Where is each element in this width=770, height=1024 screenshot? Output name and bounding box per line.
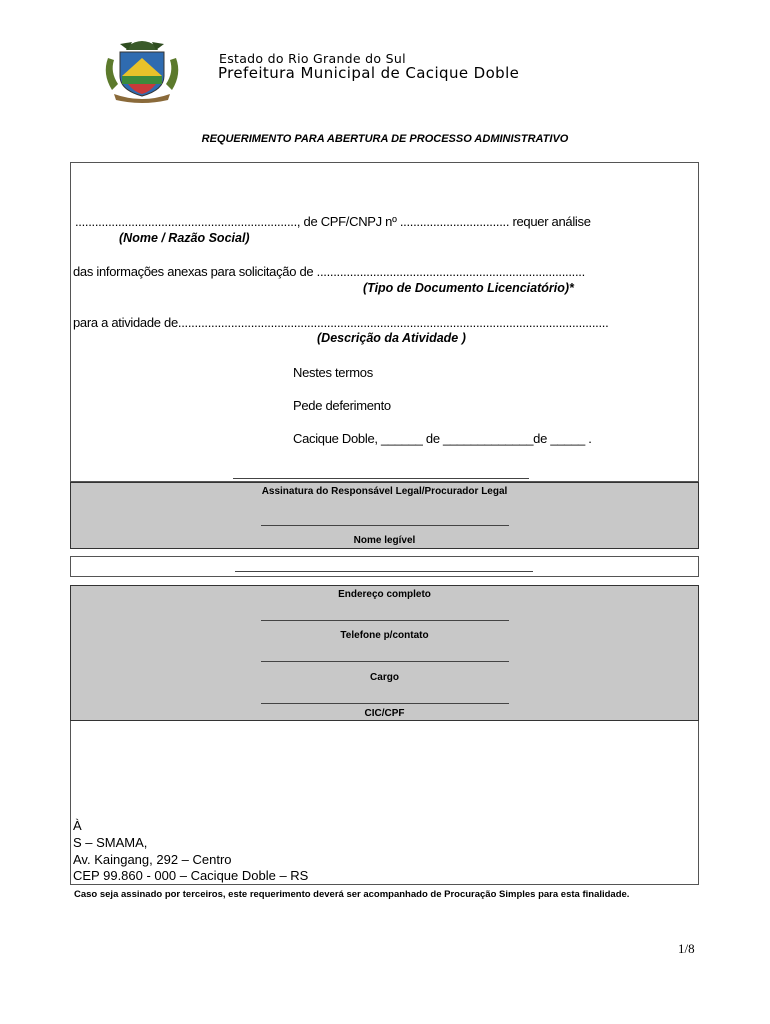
phone-line[interactable]	[261, 661, 509, 662]
blank-field-box	[70, 556, 699, 577]
legible-name-label: Nome legível	[353, 535, 416, 546]
name-line[interactable]	[261, 525, 509, 526]
signature-band	[70, 482, 699, 549]
date-line[interactable]: Cacique Doble, ______ de _____________de _____ .	[293, 431, 592, 446]
signature-line[interactable]	[233, 478, 529, 479]
blank-field-line[interactable]	[235, 571, 533, 572]
document-type-line[interactable]: das informações anexas para solicitação de .................................................................................	[73, 264, 585, 279]
state-name: Estado do Rio Grande do Sul	[219, 51, 406, 66]
page-title: REQUERIMENTO PARA ABERTURA DE PROCESSO ADMINISTRATIVO	[201, 133, 569, 145]
name-cpf-line[interactable]: ..................................................................., de CPF/CNPJ nº ................................. requer análise	[75, 214, 591, 229]
role-label: Cargo	[370, 672, 399, 683]
cpf-label: CIC/CPF	[364, 708, 405, 719]
municipal-coat-of-arms-icon	[98, 34, 186, 104]
footnote: Caso seja assinado por terceiros, este requerimento deverá ser acompanhado de Procuração Simples para esta finalidade.	[74, 889, 630, 900]
prefecture-name: Prefeitura Municipal de Cacique Doble	[218, 64, 520, 82]
request-text: Pede deferimento	[293, 398, 391, 413]
activity-label: (Descrição da Atividade )	[317, 331, 466, 345]
contact-band	[70, 585, 699, 721]
terms-text: Nestes termos	[293, 365, 373, 380]
address-line[interactable]	[261, 620, 509, 621]
recipient-line-4: CEP 99.860 - 000 – Cacique Doble – RS	[73, 868, 309, 883]
name-label: (Nome / Razão Social)	[119, 231, 250, 245]
recipient-line-1: À	[73, 818, 82, 833]
recipient-line-3: Av. Kaingang, 292 – Centro	[73, 852, 232, 867]
activity-line[interactable]: para a atividade de..................................................................................................................................	[73, 315, 609, 330]
request-form-box	[70, 162, 699, 482]
document-type-label: (Tipo de Documento Licenciatório)*	[363, 281, 574, 295]
phone-label: Telefone p/contato	[340, 630, 429, 641]
page-number: 1/8	[678, 941, 695, 956]
signature-label: Assinatura do Responsável Legal/Procurador Legal	[261, 486, 508, 497]
recipient-line-2: S – SMAMA,	[73, 835, 148, 850]
role-line[interactable]	[261, 703, 509, 704]
address-label: Endereço completo	[338, 589, 431, 600]
